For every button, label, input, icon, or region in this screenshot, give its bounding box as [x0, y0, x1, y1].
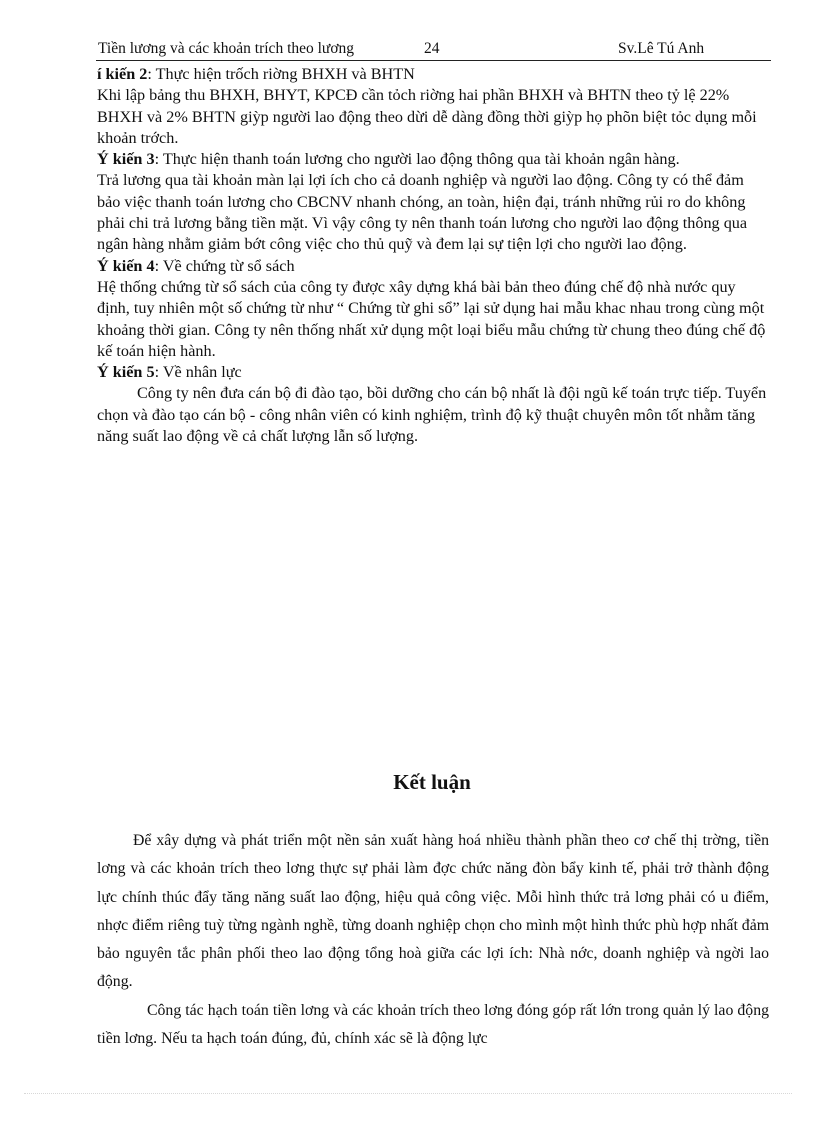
recommendation-3-heading: [97, 149, 769, 170]
conclusion-paragraph-1: Để xây dựng và phát triển một nền sản xuất hàng hoá nhiều thành phần theo cơ chế thị trờng, tiền lơng và các khoản trích theo lơng thực sự phải làm đợc chức năng đòn bẩy kinh tế, phải trở thành động lực chính thúc đẩy tăng năng suất lao động, hiệu quả công việc. Mỗi hình thức trả lơng phải có u điểm, nhợc điểm riêng tuỳ từng ngành nghề, từng doanh nghiệp chọn cho mình một hình thức phù hợp nhất đảm bảo nguyên tắc phân phối theo lao động tổng hoà giữa các lợi ích: Nhà nớc, doanh nghiệp và ngời lao động.: [97, 832, 769, 991]
header-author: Sv.Lê Tú Anh: [618, 40, 705, 57]
recommendation-5-body: Công ty nên đưa cán bộ đi đào tạo, bồi dưỡng cho cán bộ nhất là đội ngũ kế toán trực tiếp. Tuyển chọn và đào tạo cán bộ - công nhân viên có kinh nghiệm, trình độ kỹ thuật chuyên môn tốt nhằm tăng năng suất lao động về cả chất lượng lẫn số lượng.: [97, 384, 767, 446]
recommendation-2-label: í kiến 2: [97, 65, 148, 83]
recommendations-section: [97, 64, 769, 447]
conclusion-paragraph-2: Công tác hạch toán tiền lơng và các khoản trích theo lơng đóng góp rất lớn trong quản lý lao động tiền lơng. Nếu ta hạch toán đúng, đủ, chính xác sẽ là động lực: [97, 1001, 769, 1048]
page-number: 24: [424, 40, 440, 57]
header-title: Tiền lương và các khoản trích theo lương: [98, 40, 355, 57]
recommendation-4-heading: [97, 256, 769, 277]
recommendation-5-heading: [97, 362, 769, 383]
page-header: [96, 40, 771, 61]
recommendation-3-label: Ý kiến 3: [97, 150, 155, 169]
recommendation-2-heading: [97, 64, 769, 85]
recommendation-5-title: : Về nhân lực: [154, 363, 242, 382]
recommendation-5-label: Ý kiến 5: [97, 363, 155, 382]
recommendation-4-title: : Về chứng từ sổ sách: [154, 256, 295, 275]
conclusion-title: Kết luận: [393, 770, 471, 794]
recommendation-2-title: : Thực hiện trốch riờng BHXH và BHTN: [147, 65, 415, 83]
page-bottom-divider: [24, 1093, 792, 1094]
recommendation-3-title: : Thực hiện thanh toán lương cho người lao động thông qua tài khoản ngân hàng.: [154, 150, 680, 169]
recommendation-2-body: Khi lập bảng thu BHXH, BHYT, KPCĐ cần tỏch riờng hai phần BHXH và BHTN theo tỷ lệ 22% BHXH và 2% BHTN giỳp người lao động theo dừi dễ dàng đồng thời giỳp họ phõn biệt tỏc dụng mỗi khoản trớch.: [97, 86, 757, 147]
recommendation-4-body: Hệ thống chứng từ sổ sách của công ty được xây dựng khá bài bản theo đúng chế độ nhà nước quy định, tuy nhiên một số chứng từ như “ Chứng từ ghi sổ” lại sử dụng hai mẫu khac nhau trong cùng một khoảng thời gian. Công ty nên thống nhất xử dụng một loại biểu mẫu chứng từ chung theo đúng chế độ kế toán hiện hành.: [97, 277, 766, 360]
conclusion-section: [97, 827, 769, 1053]
recommendation-4-label: Ý kiến 4: [97, 256, 155, 275]
recommendation-3-body: Trả lương qua tài khoản màn lại lợi ích cho cả doanh nghiệp và người lao động. Công ty có thể đảm bảo việc thanh toán lương cho CBCNV nhanh chóng, an toàn, hiện đại, tránh những rủi ro do không phải chi trả lương bằng tiền mặt. Vì vậy công ty nên thanh toán lương cho người lao động thông qua ngân hàng nhằm giảm bớt công việc cho thủ quỹ và đem lại sự tiện lợi cho người lao động.: [97, 171, 748, 254]
